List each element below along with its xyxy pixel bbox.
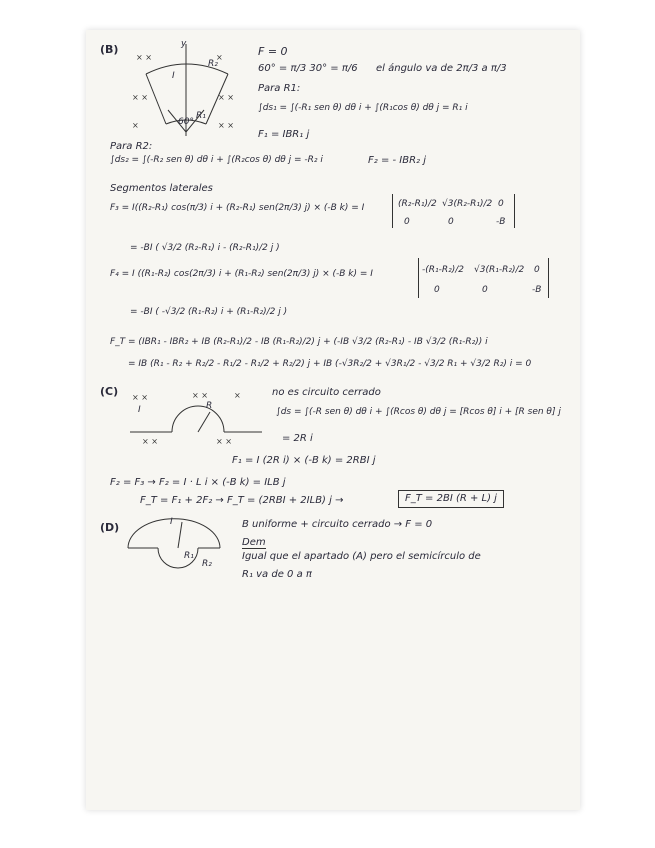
svg-text:× ×: × × [218,121,234,130]
fig-current-label: I [172,71,175,81]
section-c-label: (C) [100,385,119,398]
b-force-zero: F = 0 [258,45,288,58]
b-para-r2: Para R2: [110,141,153,152]
svg-text:× ×: × × [216,437,232,446]
closed-loop-figure [122,518,232,588]
c-ft: F_T = F₁ + 2F₂ → F_T = (2RBI + 2ILB) j → [140,495,344,506]
f3-det-b2: 0 [448,217,454,227]
section-b-label: (B) [100,43,119,56]
b-angles: 60° = π/3 30° = π/6 [258,63,358,74]
f3-det-b1: 0 [404,217,410,227]
b-f2: F₂ = - IBR₂ j [368,155,427,166]
f4-det-b3: -B [532,285,542,295]
fig-r2-label: R₂ [208,59,218,69]
b-f3-result: = -BI ( √3/2 (R₂-R₁) i - (R₂-R₁)/2 j ) [130,243,280,253]
svg-text:× ×: × × [142,437,158,446]
f4-det-a3: 0 [534,265,540,275]
b-f3: F₃ = I((R₂-R₁) cos(π/3) i + (R₂-R₁) sen(2π/3) j) × (-B k) = I [110,203,365,213]
c-result-box: F_T = 2BI (R + L) j [398,490,504,508]
svg-text:× ×: × × [132,93,148,102]
b-para-r1: Para R1: [258,83,301,94]
svg-text:× ×: × × [218,93,234,102]
b-ft-line1: F_T = (IBR₁ - IBR₂ + IB (R₂-R₁)/2 - IB (R₁-R₂)/2) j + (-IB √3/2 (R₂-R₁) - IB √3/2 (R₁-R₂)) i [110,337,488,347]
f3-det-a2: √3(R₂-R₁)/2 [442,199,493,209]
b-integral-r2: ∫ds₂ = ∫(-R₂ sen θ) dθ i + ∫(R₂cos θ) dθ j = -R₂ i [110,155,323,165]
b-ft-line2: = IB (R₁ - R₂ + R₂/2 - R₁/2 - R₁/2 + R₂/2) j + IB (-√3R₂/2 + √3R₁/2 - √3/2 R₁ + √3/2 R₂) i = 0 [128,359,532,369]
b-f4: F₄ = I ((R₁-R₂) cos(2π/3) i + (R₁-R₂) sen(2π/3) j) × (-B k) = I [110,269,373,279]
fig-d-r2-label: R₂ [202,559,212,569]
c-f1: F₁ = I (2R i) × (-B k) = 2RBI j [232,455,376,466]
fig-r1-label: R₁ [196,111,206,121]
d-line2: Igual que el apartado (A) pero el semicírculo de [242,551,481,562]
section-d-label: (D) [100,521,120,534]
f4-det-b2: 0 [482,285,488,295]
svg-text:×: × [216,53,223,62]
svg-text:×: × [132,121,139,130]
f4-det-right-bar [548,258,549,298]
b-f1: F₁ = IBR₁ j [258,129,310,140]
notebook-page [86,30,580,810]
fig-d-r1-label: R₁ [184,551,194,561]
f4-det-b1: 0 [434,285,440,295]
fig-y-label: y [181,39,187,49]
svg-text:× ×: × × [192,391,208,400]
b-f4-result: = -BI ( -√3/2 (R₁-R₂) i + (R₁-R₂)/2 j ) [130,307,288,317]
d-line1: B uniforme + circuito cerrado → F = 0 [242,519,433,530]
d-line3: R₁ va de 0 a π [242,569,312,580]
f3-det-b3: -B [496,217,506,227]
svg-text:×: × [234,391,241,400]
svg-text:× ×: × × [132,393,148,402]
f4-det-a2: √3(R₁-R₂)/2 [474,265,525,275]
f4-det-a1: -(R₁-R₂)/2 [422,265,464,275]
fig-c-current-label: I [138,405,141,415]
c-f2: F₂ = F₃ → F₂ = I · L i × (-B k) = ILB j [110,477,286,488]
f3-det-left-bar [392,194,393,228]
d-dem: Dem [242,537,266,548]
b-segmentos: Segmentos laterales [110,183,213,194]
f3-det-a1: (R₂-R₁)/2 [398,199,437,209]
c-two-r: = 2R i [282,433,313,444]
svg-text:× ×: × × [136,53,152,62]
semicircle-wire-figure [126,386,266,446]
fig-d-current-label: I [170,517,173,527]
c-integral: ∫ds = ∫(-R sen θ) dθ i + ∫(Rcos θ) dθ j = [Rcos θ] i + [R sen θ] j [276,407,561,417]
c-no-cerrado: no es circuito cerrado [272,387,381,398]
f4-det-left-bar [418,258,419,298]
f3-det-a3: 0 [498,199,504,209]
b-angle-range: el ángulo va de 2π/3 a π/3 [376,63,507,74]
f3-det-right-bar [514,194,515,228]
b-integral-r1: ∫ds₁ = ∫(-R₁ sen θ) dθ i + ∫(R₁cos θ) dθ j = R₁ i [258,103,468,113]
fig-c-radius-label: R [206,401,213,411]
fig-angle-label: 60° [178,117,194,127]
